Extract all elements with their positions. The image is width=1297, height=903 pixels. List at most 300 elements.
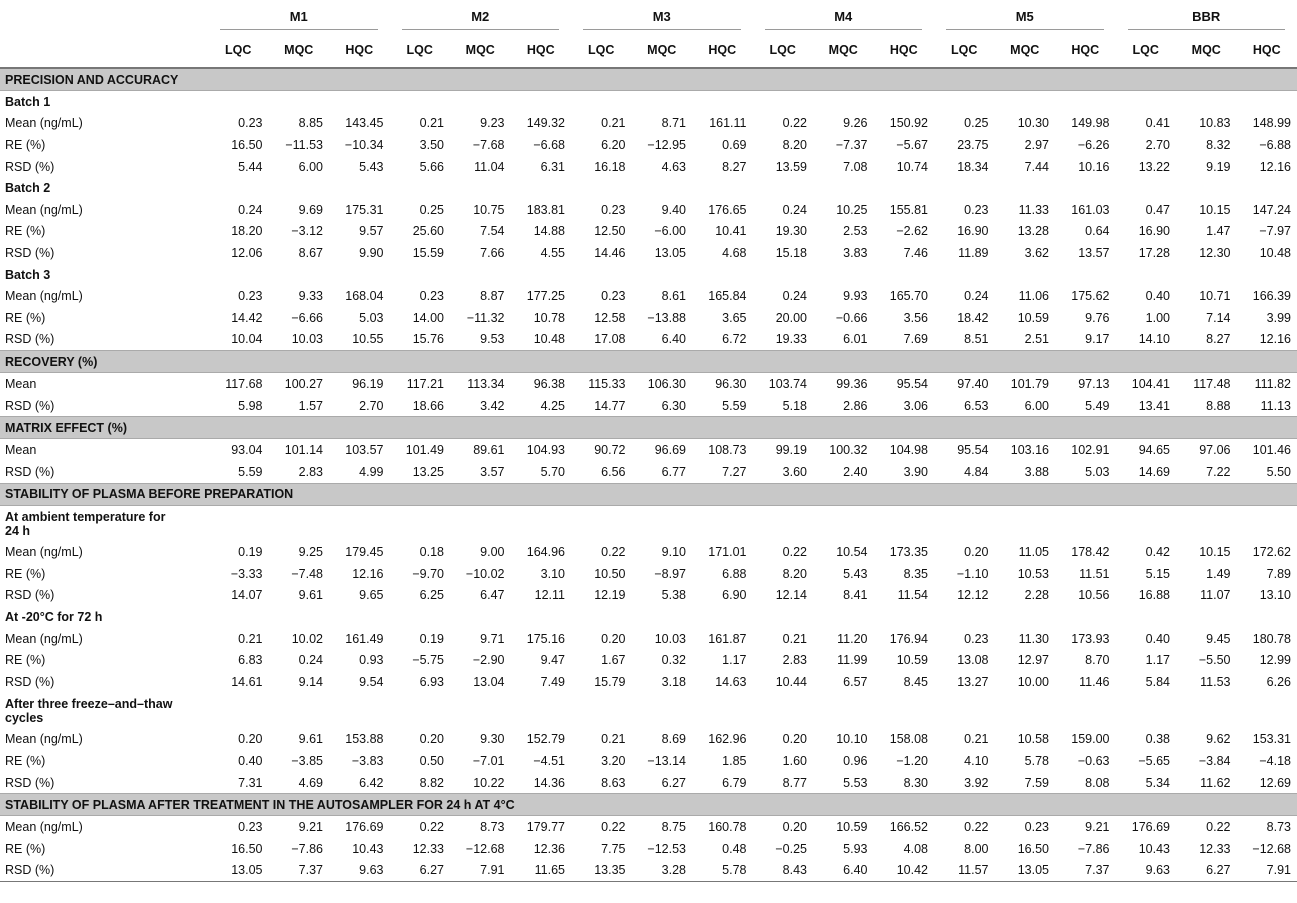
table-cell: 0.25 xyxy=(964,116,989,131)
table-cell: 12.69 xyxy=(1259,775,1291,790)
table-row xyxy=(0,199,1297,221)
subcol-header: MQC xyxy=(450,33,511,68)
subgroup-row-cont xyxy=(0,524,1297,542)
row-label: Mean (ng/mL) xyxy=(5,732,83,747)
section-header-row xyxy=(0,351,1297,373)
table-cell: 10.75 xyxy=(473,202,505,217)
section-header-row xyxy=(0,417,1297,439)
table-cell: 13.05 xyxy=(995,860,1056,882)
table-cell: 161.87 xyxy=(708,631,747,646)
row-label: RSD (%) xyxy=(5,332,55,347)
table-cell: 13.05 xyxy=(208,860,269,882)
table-cell: 10.41 xyxy=(715,224,747,239)
table-cell: 8.30 xyxy=(903,775,928,790)
table-cell: 11.07 xyxy=(1200,588,1231,603)
table-cell: 8.43 xyxy=(753,860,814,882)
table-cell: 13.10 xyxy=(1259,588,1291,603)
table-cell: 7.69 xyxy=(903,332,928,347)
table-cell: 13.41 xyxy=(1138,398,1170,413)
table-cell: 7.91 xyxy=(1237,860,1297,882)
table-cell: 14.63 xyxy=(715,674,747,689)
table-cell: 3.20 xyxy=(601,754,626,769)
table-cell: 2.83 xyxy=(782,653,807,668)
table-cell: 10.78 xyxy=(533,310,565,325)
corner-cell xyxy=(0,0,208,33)
table-cell: 5.59 xyxy=(238,464,263,479)
table-cell: 5.03 xyxy=(1085,464,1110,479)
table-cell: 10.25 xyxy=(836,202,868,217)
table-cell: 0.23 xyxy=(964,202,989,217)
table-cell: −0.66 xyxy=(835,310,868,325)
row-label: RE (%) xyxy=(5,566,46,581)
table-cell: 9.54 xyxy=(359,674,384,689)
table-cell: 0.42 xyxy=(1145,545,1170,560)
table-row xyxy=(0,461,1297,483)
table-cell: 108.73 xyxy=(708,443,747,458)
subcol-header: LQC xyxy=(208,33,269,68)
table-row xyxy=(0,113,1297,135)
table-cell: 0.23 xyxy=(238,820,263,835)
section-header-row xyxy=(0,68,1297,91)
row-label: RE (%) xyxy=(5,310,46,325)
table-cell: 0.41 xyxy=(1145,116,1170,131)
table-cell: 6.00 xyxy=(1024,398,1049,413)
row-label: Mean (ng/mL) xyxy=(5,116,83,131)
table-cell: 10.58 xyxy=(1017,732,1049,747)
table-cell: 99.36 xyxy=(836,376,868,391)
table-cell: 176.65 xyxy=(708,202,747,217)
table-cell: 101.14 xyxy=(284,443,323,458)
group-header-row xyxy=(0,0,1297,33)
table-cell: 11.57 xyxy=(934,860,995,882)
table-cell: 2.97 xyxy=(1024,137,1049,152)
table-cell: 10.22 xyxy=(473,775,505,790)
table-cell: 90.72 xyxy=(594,443,626,458)
table-cell: 2.40 xyxy=(843,464,868,479)
table-cell: 9.21 xyxy=(298,820,323,835)
table-cell: 10.16 xyxy=(1078,159,1110,174)
table-cell: 6.26 xyxy=(1266,674,1291,689)
table-cell: 6.56 xyxy=(601,464,626,479)
table-cell: 7.37 xyxy=(269,860,330,882)
table-cell: −5.65 xyxy=(1138,754,1170,769)
table-cell: 0.24 xyxy=(298,653,323,668)
table-cell: 178.42 xyxy=(1071,545,1110,560)
table-cell: 10.43 xyxy=(1138,841,1170,856)
table-cell: 161.49 xyxy=(345,631,384,646)
table-cell: 9.63 xyxy=(329,860,390,882)
table-cell: 179.45 xyxy=(345,545,384,560)
table-cell: 12.16 xyxy=(1259,159,1291,174)
table-cell: 6.57 xyxy=(843,674,868,689)
table-cell: 106.30 xyxy=(647,376,686,391)
table-cell: 94.65 xyxy=(1138,443,1170,458)
table-cell: 176.69 xyxy=(345,820,384,835)
table-cell: 19.33 xyxy=(775,332,807,347)
table-cell: −1.10 xyxy=(956,566,989,581)
row-label: RE (%) xyxy=(5,137,46,152)
table-cell: 13.08 xyxy=(957,653,989,668)
table-cell: 165.84 xyxy=(708,289,747,304)
group-label: M5 xyxy=(946,3,1104,30)
table-row xyxy=(0,563,1297,585)
group-header xyxy=(208,0,390,33)
table-cell: 11.99 xyxy=(837,653,868,668)
row-label: RE (%) xyxy=(5,841,46,856)
section-header-row xyxy=(0,483,1297,505)
table-cell: 6.83 xyxy=(238,653,263,668)
table-cell: 6.20 xyxy=(601,137,626,152)
table-cell: 14.07 xyxy=(231,588,263,603)
table-cell: −6.00 xyxy=(654,224,686,239)
table-row xyxy=(0,816,1297,838)
table-cell: −12.53 xyxy=(647,841,686,856)
table-cell: 0.23 xyxy=(1024,820,1049,835)
table-cell: 0.64 xyxy=(1085,224,1110,239)
table-cell: −12.95 xyxy=(647,137,686,152)
table-cell: 9.63 xyxy=(1116,860,1177,882)
table-cell: 179.77 xyxy=(526,820,565,835)
subcol-header: MQC xyxy=(632,33,693,68)
table-cell: 8.27 xyxy=(1206,332,1231,347)
table-cell: 96.30 xyxy=(715,376,747,391)
table-cell: 161.11 xyxy=(709,116,747,131)
table-cell: 9.53 xyxy=(480,332,505,347)
table-cell: 18.66 xyxy=(412,398,444,413)
table-cell: 6.40 xyxy=(813,860,874,882)
table-cell: 8.73 xyxy=(480,820,505,835)
table-cell: 10.50 xyxy=(594,566,626,581)
table-cell: 19.30 xyxy=(775,224,807,239)
table-cell: 14.00 xyxy=(412,310,444,325)
table-cell: 3.06 xyxy=(903,398,928,413)
table-cell: 8.88 xyxy=(1206,398,1231,413)
table-cell: −4.18 xyxy=(1259,754,1291,769)
section-title: RECOVERY (%) xyxy=(0,351,1297,373)
table-cell: 12.11 xyxy=(534,588,565,603)
table-cell: 6.93 xyxy=(419,674,444,689)
table-cell: 11.20 xyxy=(837,631,868,646)
table-cell: 7.31 xyxy=(238,775,263,790)
section-title: STABILITY OF PLASMA AFTER TREATMENT IN THE AUTOSAMPLER FOR 24 h AT 4°C xyxy=(0,794,1297,816)
table-cell: 7.44 xyxy=(1024,159,1049,174)
table-row xyxy=(0,373,1297,395)
table-cell: 4.84 xyxy=(964,464,989,479)
table-cell: 12.16 xyxy=(352,566,384,581)
row-label: Mean xyxy=(5,443,37,458)
table-cell: 10.42 xyxy=(874,860,935,882)
table-cell: 5.59 xyxy=(722,398,747,413)
group-label: M1 xyxy=(220,3,378,30)
table-cell: 7.59 xyxy=(1024,775,1049,790)
corner-cell xyxy=(0,33,208,68)
table-cell: −13.14 xyxy=(647,754,686,769)
table-cell: 159.00 xyxy=(1071,732,1110,747)
table-cell: 5.38 xyxy=(661,588,686,603)
table-cell: 5.93 xyxy=(843,841,868,856)
table-cell: 13.04 xyxy=(473,674,505,689)
table-cell: 13.05 xyxy=(654,245,686,260)
table-cell: 8.85 xyxy=(298,116,323,131)
table-cell: 4.63 xyxy=(661,159,686,174)
table-cell: 6.01 xyxy=(843,332,868,347)
table-cell: 4.69 xyxy=(298,775,323,790)
table-cell: 15.59 xyxy=(412,245,444,260)
table-cell: 9.14 xyxy=(298,674,323,689)
table-cell: 11.05 xyxy=(1018,545,1049,560)
group-label: M3 xyxy=(583,3,741,30)
row-label: RE (%) xyxy=(5,224,46,239)
table-cell: 0.23 xyxy=(964,631,989,646)
table-row xyxy=(0,772,1297,794)
subgroup-title: Batch 1 xyxy=(5,94,51,109)
table-cell: 166.39 xyxy=(1252,289,1291,304)
table-cell: 11.33 xyxy=(1018,202,1049,217)
table-cell: 165.70 xyxy=(889,289,928,304)
table-cell: 10.02 xyxy=(291,631,323,646)
row-label: RE (%) xyxy=(5,754,46,769)
table-cell: 1.47 xyxy=(1206,224,1231,239)
table-cell: 7.46 xyxy=(903,245,928,260)
table-cell: 160.78 xyxy=(708,820,747,835)
section-header-row xyxy=(0,794,1297,816)
table-row xyxy=(0,156,1297,178)
table-cell: 9.69 xyxy=(298,202,323,217)
table-cell: 93.04 xyxy=(231,443,263,458)
row-label: Mean (ng/mL) xyxy=(5,289,83,304)
table-cell: 6.47 xyxy=(480,588,505,603)
table-cell: −0.25 xyxy=(775,841,807,856)
table-cell: 13.27 xyxy=(957,674,989,689)
table-cell: 117.48 xyxy=(1193,376,1231,391)
table-row xyxy=(0,307,1297,329)
table-cell: 97.06 xyxy=(1199,443,1231,458)
table-cell: 0.24 xyxy=(238,202,263,217)
table-cell: 10.48 xyxy=(1259,245,1291,260)
section-title: PRECISION AND ACCURACY xyxy=(0,68,1297,91)
table-cell: 10.48 xyxy=(533,332,565,347)
table-cell: 6.27 xyxy=(1176,860,1237,882)
table-cell: 0.18 xyxy=(419,545,444,560)
table-cell: 0.40 xyxy=(1145,289,1170,304)
table-cell: 11.13 xyxy=(1260,398,1291,413)
table-cell: 14.46 xyxy=(594,245,626,260)
table-cell: 9.61 xyxy=(298,588,323,603)
table-cell: 4.55 xyxy=(540,245,565,260)
table-cell: 6.25 xyxy=(419,588,444,603)
table-cell: −11.53 xyxy=(285,137,323,152)
table-cell: 164.96 xyxy=(526,545,565,560)
table-cell: 9.61 xyxy=(298,732,323,747)
table-cell: 0.23 xyxy=(601,202,626,217)
table-cell: −10.02 xyxy=(465,566,505,581)
table-cell: 8.32 xyxy=(1206,137,1231,152)
table-cell: 0.20 xyxy=(238,732,263,747)
table-cell: −4.51 xyxy=(533,754,565,769)
table-cell: −3.12 xyxy=(291,224,323,239)
table-cell: 5.15 xyxy=(1145,566,1170,581)
table-cell: 162.96 xyxy=(708,732,747,747)
table-cell: 7.66 xyxy=(480,245,505,260)
subcol-header: HQC xyxy=(692,33,753,68)
table-row xyxy=(0,628,1297,650)
table-cell: −11.32 xyxy=(466,310,505,325)
table-cell: 12.50 xyxy=(594,224,626,239)
table-cell: 0.21 xyxy=(238,631,263,646)
table-cell: 8.61 xyxy=(661,289,686,304)
table-cell: 0.24 xyxy=(782,202,807,217)
table-cell: 89.61 xyxy=(473,443,505,458)
section-title: STABILITY OF PLASMA BEFORE PREPARATION xyxy=(0,483,1297,505)
subcol-header: HQC xyxy=(1237,33,1297,68)
table-cell: 95.54 xyxy=(957,443,989,458)
subgroup-title-cont: 24 h xyxy=(5,523,31,538)
table-cell: 104.93 xyxy=(526,443,565,458)
table-cell: 6.77 xyxy=(661,464,686,479)
table-cell: 1.57 xyxy=(298,398,323,413)
section-title: MATRIX EFFECT (%) xyxy=(0,417,1297,439)
table-cell: 4.10 xyxy=(964,754,989,769)
table-cell: 2.86 xyxy=(843,398,868,413)
table-cell: 3.83 xyxy=(843,245,868,260)
table-cell: −12.68 xyxy=(465,841,505,856)
table-cell: 0.23 xyxy=(238,116,263,131)
table-cell: 149.32 xyxy=(526,116,565,131)
table-cell: 13.28 xyxy=(1017,224,1049,239)
table-cell: 8.08 xyxy=(1085,775,1110,790)
table-cell: 7.37 xyxy=(1055,860,1116,882)
table-row xyxy=(0,729,1297,751)
table-cell: 9.62 xyxy=(1206,732,1231,747)
table-cell: 10.56 xyxy=(1078,588,1110,603)
table-cell: 155.81 xyxy=(889,202,928,217)
table-cell: 3.56 xyxy=(903,310,928,325)
table-cell: −2.90 xyxy=(472,653,505,668)
table-cell: 10.15 xyxy=(1199,202,1231,217)
table-cell: 8.70 xyxy=(1085,653,1110,668)
subcol-header: MQC xyxy=(813,33,874,68)
table-cell: 10.15 xyxy=(1199,545,1231,560)
table-cell: 9.65 xyxy=(359,588,384,603)
table-cell: 5.78 xyxy=(692,860,753,882)
table-cell: 158.08 xyxy=(889,732,928,747)
table-cell: 176.69 xyxy=(1131,820,1170,835)
table-cell: 0.20 xyxy=(601,631,626,646)
table-cell: 5.70 xyxy=(540,464,565,479)
table-cell: 6.27 xyxy=(390,860,451,882)
table-cell: 9.57 xyxy=(359,224,384,239)
table-row xyxy=(0,860,1297,882)
table-cell: −8.97 xyxy=(654,566,686,581)
table-cell: 8.71 xyxy=(661,116,686,131)
table-cell: 7.91 xyxy=(450,860,511,882)
table-cell: 1.17 xyxy=(1145,653,1170,668)
table-cell: 6.27 xyxy=(661,775,686,790)
table-cell: 8.87 xyxy=(480,289,505,304)
row-label: RSD (%) xyxy=(5,464,55,479)
table-cell: 3.28 xyxy=(632,860,693,882)
table-cell: 100.32 xyxy=(829,443,868,458)
subcol-header: LQC xyxy=(390,33,451,68)
table-cell: 7.14 xyxy=(1206,310,1231,325)
table-cell: 0.22 xyxy=(964,820,989,835)
table-cell: 10.53 xyxy=(1017,566,1049,581)
group-header xyxy=(390,0,572,33)
row-label: RSD (%) xyxy=(5,398,55,413)
table-cell: −3.85 xyxy=(291,754,323,769)
table-cell: 5.43 xyxy=(359,159,384,174)
table-cell: 180.78 xyxy=(1252,631,1291,646)
table-cell: 147.24 xyxy=(1252,202,1291,217)
table-cell: −0.63 xyxy=(1077,754,1110,769)
table-cell: 96.69 xyxy=(654,443,686,458)
subgroup-row xyxy=(0,505,1297,524)
table-cell: 153.88 xyxy=(345,732,384,747)
table-cell: 9.71 xyxy=(480,631,505,646)
table-cell: 0.20 xyxy=(782,732,807,747)
subgroup-title: After three freeze–and–thaw xyxy=(5,696,173,711)
table-cell: 15.79 xyxy=(594,674,626,689)
table-cell: 101.79 xyxy=(1010,376,1049,391)
table-cell: 8.69 xyxy=(661,732,686,747)
table-cell: 12.06 xyxy=(231,245,263,260)
table-cell: 0.21 xyxy=(964,732,989,747)
row-label: Mean (ng/mL) xyxy=(5,545,83,560)
table-cell: 0.93 xyxy=(359,653,384,668)
table-cell: 16.18 xyxy=(594,159,626,174)
table-cell: 15.76 xyxy=(412,332,444,347)
subgroup-title: At -20°C for 72 h xyxy=(5,610,103,625)
table-row xyxy=(0,838,1297,860)
group-header xyxy=(1116,0,1297,33)
table-cell: 0.19 xyxy=(419,631,444,646)
table-cell: 7.89 xyxy=(1266,566,1291,581)
table-cell: 173.35 xyxy=(889,545,928,560)
table-cell: 8.20 xyxy=(782,137,807,152)
table-cell: 4.08 xyxy=(903,841,928,856)
table-cell: 9.90 xyxy=(359,245,384,260)
table-cell: 9.17 xyxy=(1085,332,1110,347)
table-cell: 148.99 xyxy=(1252,116,1291,131)
table-cell: 2.83 xyxy=(298,464,323,479)
table-body xyxy=(0,68,1297,882)
table-cell: 0.24 xyxy=(782,289,807,304)
table-cell: 10.10 xyxy=(836,732,868,747)
table-cell: 3.18 xyxy=(661,674,686,689)
table-cell: 0.23 xyxy=(238,289,263,304)
table-cell: 5.66 xyxy=(419,159,444,174)
table-cell: 175.31 xyxy=(345,202,384,217)
table-cell: 8.41 xyxy=(843,588,868,603)
row-label: Mean (ng/mL) xyxy=(5,820,83,835)
table-cell: 10.30 xyxy=(1017,116,1049,131)
table-cell: 9.30 xyxy=(480,732,505,747)
table-cell: 6.42 xyxy=(359,775,384,790)
table-cell: 172.62 xyxy=(1252,545,1291,560)
table-cell: 6.40 xyxy=(661,332,686,347)
table-cell: 0.22 xyxy=(782,116,807,131)
table-cell: 5.78 xyxy=(1024,754,1049,769)
table-cell: 1.60 xyxy=(782,754,807,769)
table-cell: 5.03 xyxy=(359,310,384,325)
table-cell: 15.18 xyxy=(775,245,807,260)
table-cell: 5.44 xyxy=(238,159,263,174)
table-cell: 10.55 xyxy=(352,332,384,347)
table-cell: −3.33 xyxy=(230,566,263,581)
table-cell: 150.92 xyxy=(889,116,928,131)
table-cell: 3.42 xyxy=(480,398,505,413)
table-cell: 5.43 xyxy=(843,566,868,581)
